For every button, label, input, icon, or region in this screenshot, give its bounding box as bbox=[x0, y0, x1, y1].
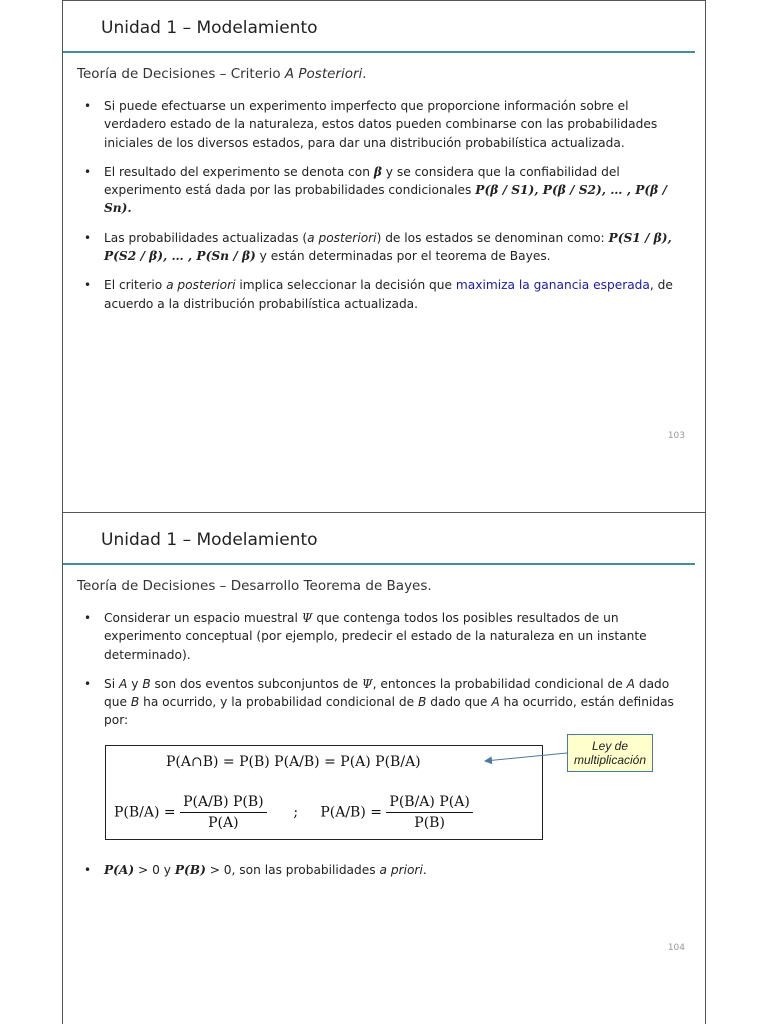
bullet-item bbox=[77, 276, 677, 313]
event-b: B bbox=[142, 676, 151, 691]
formula-lhs: P(B/A) = bbox=[114, 804, 176, 821]
bullet-text: El resultado del experimento se denota con bbox=[104, 164, 374, 179]
multiplication-law-callout: Ley de multiplicación bbox=[567, 734, 653, 772]
bullet-text: , de acuerdo a la distribución probabilística actualizada. bbox=[104, 278, 673, 311]
bullet-text: que contenga todos los posibles resultados de un experimento conceptual (por ejemplo, predecir el estado de la naturaleza en un instante determinado). bbox=[104, 611, 647, 662]
beta-symbol: β bbox=[373, 164, 382, 179]
slide-104 bbox=[62, 512, 706, 1024]
slide-subtitle bbox=[77, 66, 367, 82]
numerator: P(B/A) P(A) bbox=[386, 794, 472, 813]
slide-103 bbox=[62, 0, 706, 512]
italic-term: a priori bbox=[379, 863, 423, 877]
bullet-item bbox=[77, 861, 677, 879]
event-b: B bbox=[417, 695, 427, 710]
fraction bbox=[386, 794, 472, 831]
bullet-text: > 0, son las probabilidades bbox=[205, 863, 380, 877]
bullet-text: y bbox=[127, 676, 143, 691]
bullet-list bbox=[77, 861, 677, 890]
italic-term: a posteriori bbox=[307, 230, 377, 245]
numerator: P(A/B) P(B) bbox=[180, 794, 267, 813]
bullet-text: ha ocurrido, y la probabilidad condicional de bbox=[139, 695, 418, 710]
bullet-item bbox=[77, 675, 677, 730]
title-divider bbox=[63, 51, 695, 53]
bullet-text: Las probabilidades actualizadas ( bbox=[104, 230, 308, 245]
bullet-text: ) de los estados se denominan como: bbox=[376, 230, 609, 245]
subtitle-text: Teoría de Decisiones – Criterio bbox=[77, 66, 285, 82]
bullet-text: Considerar un espacio muestral bbox=[104, 611, 302, 625]
bullet-item bbox=[77, 609, 677, 664]
slide-subtitle: Teoría de Decisiones – Desarrollo Teorema de Bayes. bbox=[77, 578, 432, 594]
bullet-list bbox=[77, 609, 677, 741]
italic-term: a posteriori bbox=[166, 278, 236, 293]
bullet-text: Si puede efectuarse un experimento imperfecto que proporcione información sobre el verdadero estado de la naturaleza, estos datos pueden combinarse con las probabilidades iniciales de los diversos estados, para dar una distribución probabilística actualizada. bbox=[104, 99, 658, 150]
prob-b: P(B) bbox=[174, 863, 206, 877]
bullet-item bbox=[77, 163, 677, 218]
event-a: A bbox=[119, 676, 128, 691]
event-a: A bbox=[626, 676, 635, 691]
bullet-text: > 0 y bbox=[134, 863, 175, 877]
multiplication-law-formula: P(A∩B) = P(B) P(A/B) = P(A) P(B/A) bbox=[166, 754, 421, 770]
psi-symbol: Ψ bbox=[301, 611, 313, 625]
page-number: 103 bbox=[667, 431, 685, 441]
bullet-text: son dos eventos subconjuntos de bbox=[150, 676, 362, 691]
slide-title: Unidad 1 – Modelamiento bbox=[101, 18, 318, 38]
bullet-text: y se considera que la confiabilidad del experimento está dada por las probabilidades condicionales bbox=[104, 164, 620, 198]
subtitle-end: . bbox=[362, 66, 367, 82]
bullet-text: ha ocurrido, están definidas por: bbox=[104, 695, 674, 728]
title-divider bbox=[63, 563, 695, 565]
bullet-text: . bbox=[422, 863, 427, 877]
highlight-text: maximiza la ganancia esperada bbox=[455, 278, 650, 293]
bullet-text: dado que bbox=[104, 676, 670, 710]
slide-title: Unidad 1 – Modelamiento bbox=[101, 530, 318, 550]
bullet-text: , entonces la probabilidad condicional de bbox=[372, 676, 627, 691]
bullet-text: y están determinadas por el teorema de Bayes. bbox=[255, 249, 551, 264]
posterior-math: P(S1 / β), bbox=[608, 230, 672, 245]
fraction bbox=[180, 794, 267, 831]
bullet-item bbox=[77, 229, 677, 266]
event-b: B bbox=[130, 695, 140, 710]
bayes-formula-box bbox=[105, 745, 543, 840]
bullet-text: El criterio bbox=[104, 278, 167, 293]
page-number: 104 bbox=[667, 943, 685, 953]
bullet-text: Si bbox=[104, 676, 119, 691]
denominator: P(A) bbox=[208, 815, 239, 831]
posterior-math: P(S2 / β), … , P(Sn / β) bbox=[104, 249, 256, 264]
formula-lhs: P(A/B) = bbox=[320, 804, 382, 821]
bullet-item bbox=[77, 97, 677, 152]
event-a: A bbox=[491, 695, 500, 710]
bullet-text: dado que bbox=[426, 695, 492, 710]
prob-a: P(A) bbox=[104, 863, 135, 877]
psi-symbol: Ψ bbox=[361, 676, 373, 691]
formula-separator: ; bbox=[293, 804, 299, 821]
conditional-probabilities: P(β / S1), P(β / S2), … , P(β / Sn). bbox=[104, 183, 667, 216]
bayes-formulas bbox=[114, 794, 473, 831]
subtitle-italic: A Posteriori bbox=[284, 66, 363, 82]
denominator: P(B) bbox=[414, 815, 445, 831]
bullet-list bbox=[77, 97, 677, 324]
bullet-text: implica seleccionar la decisión que bbox=[235, 278, 456, 293]
